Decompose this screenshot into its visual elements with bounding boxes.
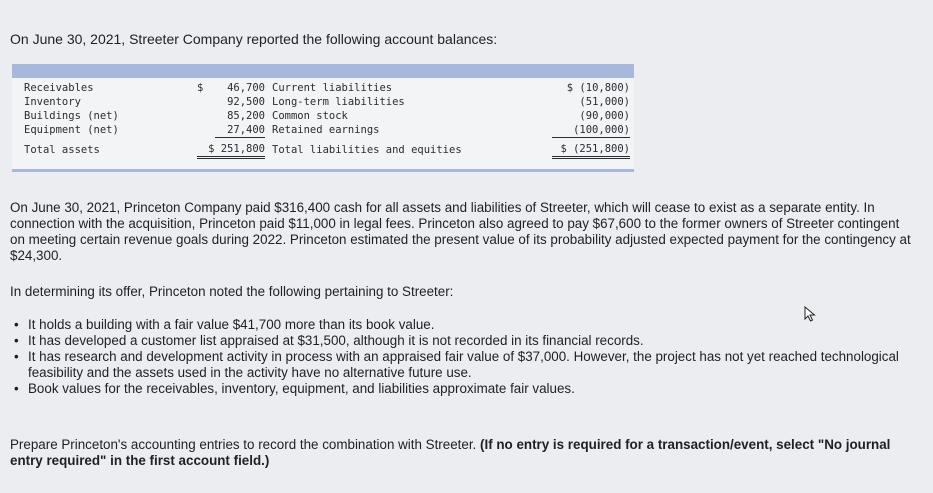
table-header-bar — [12, 64, 634, 78]
asset-label: Inventory — [24, 96, 81, 108]
total-assets-label: Total assets — [24, 144, 100, 156]
list-item-text: It has developed a customer list appraised at $31,500, although it is not recorded in its financial records. — [28, 333, 644, 348]
asset-label: Receivables — [24, 82, 94, 94]
liability-amount: $ (10,800) — [566, 82, 630, 94]
asset-amount: 85,200 — [227, 110, 265, 122]
asset-label: Equipment (net) — [24, 124, 119, 136]
list-item — [10, 349, 910, 381]
bullet-icon: • — [14, 349, 19, 364]
instruction-bold: (If no entry is required for a transaction/event, select "No journal entry required" in the first account field.) — [10, 437, 891, 468]
bullet-icon: • — [14, 317, 19, 332]
instruction-text — [10, 437, 915, 469]
total-assets-amount: $ 251,800 — [197, 142, 265, 159]
asset-amount: 27,400 — [215, 123, 265, 138]
bullet-icon: • — [14, 381, 19, 396]
liability-amount: (90,000) — [579, 110, 630, 122]
liability-amount: (51,000) — [579, 96, 630, 108]
list-item-text: It holds a building with a fair value $41,700 more than its book value. — [28, 317, 435, 332]
table-bottom-rule — [12, 169, 634, 172]
liability-label: Retained earnings — [272, 124, 380, 136]
liability-label: Long-term liabilities — [272, 96, 405, 108]
intro-text: On June 30, 2021, Streeter Company reported the following account balances: — [10, 31, 498, 47]
liability-label: Common stock — [272, 110, 348, 122]
asset-amount: 46,700 — [227, 82, 265, 94]
list-item-text: Book values for the receivables, inventory, equipment, and liabilities approximate fair values. — [28, 381, 575, 396]
list-item — [10, 381, 910, 397]
list-item — [10, 317, 910, 333]
balance-table — [12, 64, 634, 172]
paragraph-acquisition: On June 30, 2021, Princeton Company paid $316,400 cash for all assets and liabilities of Streeter, which will cease to exist as a separate entity. In connection with the acquisition, Princeton paid $11,000 in legal fees. Princeton also agreed to pay $67,600 to the former owners of Streeter contingent on meeting certain revenue goals during 2022. Princeton estimated the present value of its probability adjusted expected payment for the contingency at $24,300. — [10, 200, 911, 263]
asset-amount: 92,500 — [227, 96, 265, 108]
paragraph-offer: In determining its offer, Princeton noted the following pertaining to Streeter: — [10, 284, 454, 299]
bullet-icon: • — [14, 333, 19, 348]
list-item — [10, 333, 910, 349]
asset-currency: $ — [197, 82, 204, 94]
asset-label: Buildings (net) — [24, 110, 119, 122]
total-liabilities-label: Total liabilities and equities — [272, 144, 462, 156]
liability-label: Current liabilities — [272, 82, 393, 94]
liability-amount: (100,000) — [552, 123, 630, 138]
list-item-text: It has research and development activity in process with an appraised fair value of $37,000. However, the project has not yet reached technological feasibility and the assets used in the activity have no alternative future use. — [28, 349, 899, 380]
total-liabilities-amount: $ (251,800) — [552, 142, 630, 159]
pertaining-list — [10, 317, 910, 397]
instruction-plain: Prepare Princeton's accounting entries to record the combination with Streeter. — [10, 437, 477, 452]
